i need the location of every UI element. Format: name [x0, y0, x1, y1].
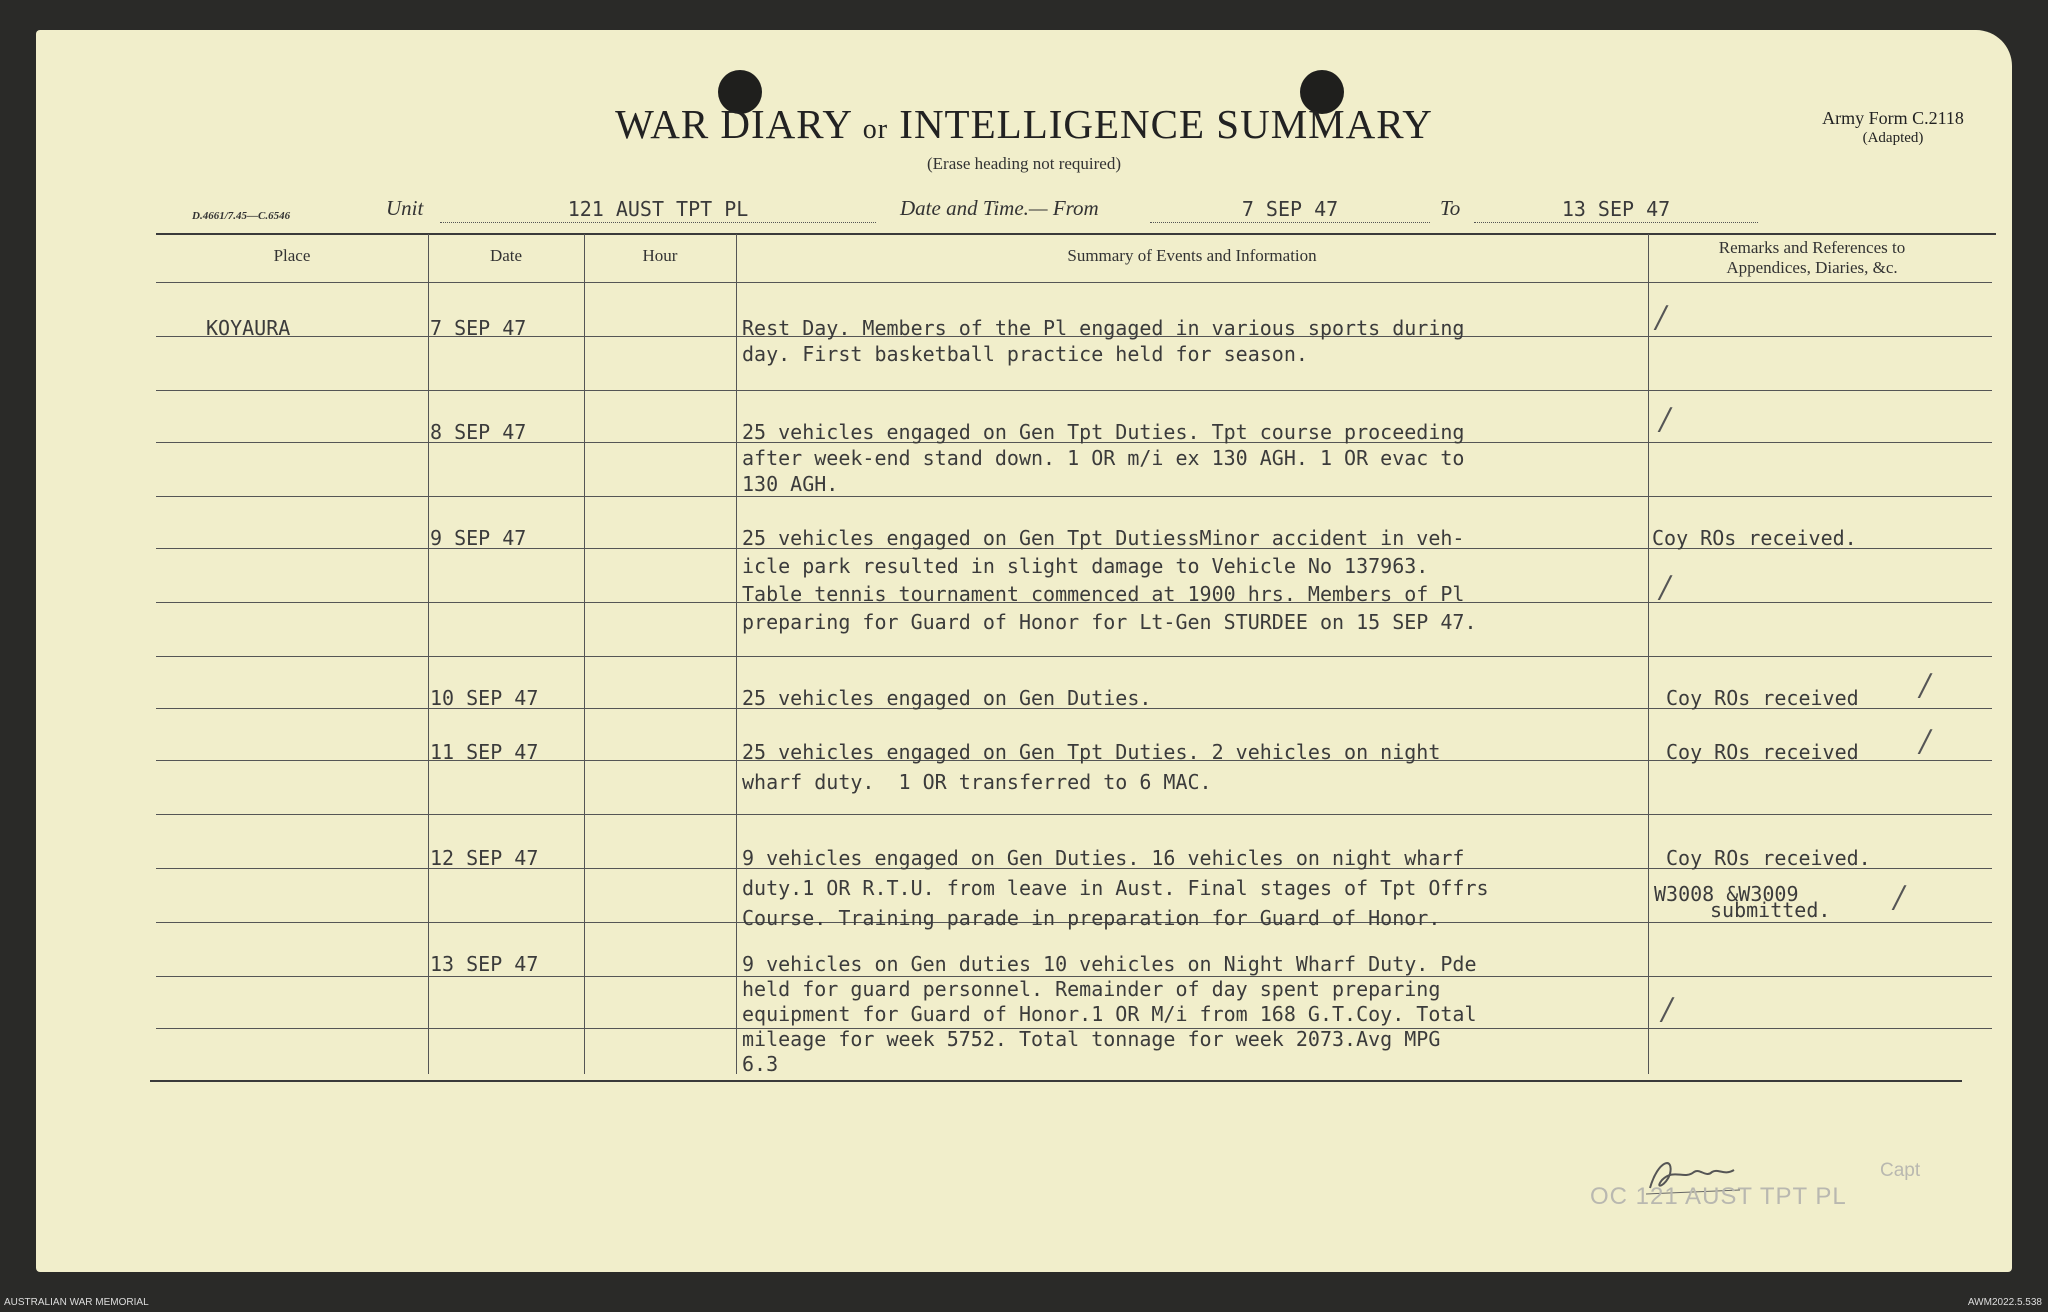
entry-summary-line: held for guard personnel. Remainder of day spent preparing	[742, 977, 1441, 1001]
ruled-line	[156, 656, 1992, 657]
page-title	[0, 100, 2048, 148]
column-divider	[736, 234, 737, 1074]
remarks-header-line-2: Appendices, Diaries, &c.	[1726, 258, 1898, 277]
column-header-place: Place	[273, 246, 311, 265]
column-divider	[1648, 234, 1649, 1074]
footer-credit: AUSTRALIAN WAR MEMORIAL	[4, 1297, 149, 1308]
entry-date: 10 SEP 47	[430, 686, 539, 710]
column-header-hour: Hour	[642, 246, 678, 265]
ruled-line	[156, 496, 1992, 497]
initial-mark: /	[1656, 300, 1667, 335]
entry-summary-line: day. First basketball practice held for season.	[742, 342, 1308, 366]
table-bottom-rule	[150, 1080, 1962, 1082]
entry-remark: W3008 &W3009	[1654, 882, 1799, 906]
ruled-line	[156, 814, 1992, 815]
entry-summary-line: 25 vehicles engaged on Gen Tpt Duties. Tpt course proceeding	[742, 420, 1465, 444]
entry-summary-line: 9 vehicles on Gen duties 10 vehicles on Night Wharf Duty. Pde	[742, 952, 1477, 976]
unit-value: 121 AUST TPT PL	[440, 196, 876, 223]
entry-date: 8 SEP 47	[430, 420, 527, 444]
column-header-summary: Summary of Events and Information	[1067, 246, 1317, 265]
column-header-date: Date	[489, 246, 523, 265]
entry-remark: Coy ROs received	[1666, 740, 1859, 764]
army-form-label	[1778, 108, 2008, 148]
footer-reference: AWM2022.5.538	[1967, 1297, 2042, 1308]
entry-remark: submitted.	[1710, 898, 1831, 922]
army-form-number: Army Form C.2118	[1822, 108, 1964, 128]
table-top-rule	[156, 233, 1996, 235]
entry-summary-line: Course. Training parade in preparation for Guard of Honor.	[742, 906, 1441, 930]
title-or: or	[862, 114, 889, 145]
entry-summary-line: 25 vehicles engaged on Gen Duties.	[742, 686, 1152, 710]
to-date-value: 13 SEP 47	[1474, 196, 1758, 223]
stamp-unit: OC 121 AUST TPT PL	[1590, 1183, 1847, 1210]
place-value: KOYAURA	[206, 316, 291, 340]
entry-date: 9 SEP 47	[430, 526, 527, 550]
entry-date: 11 SEP 47	[430, 740, 539, 764]
entry-summary-line: 25 vehicles engaged on Gen Tpt Duties. 2 vehicles on night	[742, 740, 1441, 764]
column-divider	[584, 234, 585, 1074]
entry-summary-line: 6.3	[742, 1052, 779, 1076]
entry-summary-line: Table tennis tournament commenced at 1900 hrs. Members of Pl	[742, 582, 1465, 606]
initial-mark: /	[1660, 402, 1671, 437]
entry-remark: Coy ROs received	[1666, 686, 1859, 710]
date-time-label: Date and Time.— From	[900, 196, 1099, 220]
entry-summary-line: 25 vehicles engaged on Gen Tpt DutiessMinor accident in veh-	[742, 526, 1465, 550]
entry-summary-line: mileage for week 5752. Total tonnage for week 2073.Avg MPG	[742, 1027, 1441, 1051]
stamp-rank: Capt	[1880, 1160, 1921, 1181]
entry-summary-line: 9 vehicles engaged on Gen Duties. 16 vehicles on night wharf	[742, 846, 1465, 870]
entry-summary-line: equipment for Guard of Honor.1 OR M/i from 168 G.T.Coy. Total	[742, 1002, 1477, 1026]
entry-summary-line: wharf duty. 1 OR transferred to 6 MAC.	[742, 770, 1212, 794]
entry-summary-line: 130 AGH.	[742, 472, 839, 496]
title-intelligence-summary: INTELLIGENCE SUMMARY	[899, 101, 1433, 147]
ruled-line	[156, 282, 1992, 283]
from-date-value: 7 SEP 47	[1150, 196, 1430, 223]
ruled-line	[156, 390, 1992, 391]
initial-mark: /	[1920, 724, 1931, 759]
unit-label: Unit	[386, 196, 424, 220]
entry-summary-line: after week-end stand down. 1 OR m/i ex 130 AGH. 1 OR evac to	[742, 446, 1465, 470]
army-form-adapted: (Adapted)	[1862, 130, 1924, 146]
entry-summary-line: icle park resulted in slight damage to Vehicle No 137963.	[742, 554, 1429, 578]
entry-date: 13 SEP 47	[430, 952, 539, 976]
entry-date: 12 SEP 47	[430, 846, 539, 870]
column-header-remarks	[1652, 238, 1972, 278]
entry-date: 7 SEP 47	[430, 316, 527, 340]
entry-remark: Coy ROs received.	[1652, 526, 1857, 550]
entry-summary-line: preparing for Guard of Honor for Lt-Gen STURDEE on 15 SEP 47.	[742, 610, 1477, 634]
initial-mark: /	[1920, 668, 1931, 703]
remarks-header-line-1: Remarks and References to	[1718, 238, 1906, 257]
initial-mark: /	[1662, 992, 1673, 1027]
column-divider	[428, 234, 429, 1074]
entry-summary-line: duty.1 OR R.T.U. from leave in Aust. Final stages of Tpt Offrs	[742, 876, 1489, 900]
to-label: To	[1440, 196, 1461, 220]
title-war-diary: WAR DIARY	[615, 101, 852, 147]
entry-remark: Coy ROs received.	[1666, 846, 1871, 870]
form-code: D.4661/7.45—C.6546	[192, 210, 291, 222]
entry-summary-line: Rest Day. Members of the Pl engaged in various sports during	[742, 316, 1465, 340]
initial-mark: /	[1894, 880, 1905, 915]
initial-mark: /	[1660, 570, 1671, 605]
page-subtitle: (Erase heading not required)	[927, 154, 1121, 173]
officer-stamp	[1580, 1158, 1920, 1210]
